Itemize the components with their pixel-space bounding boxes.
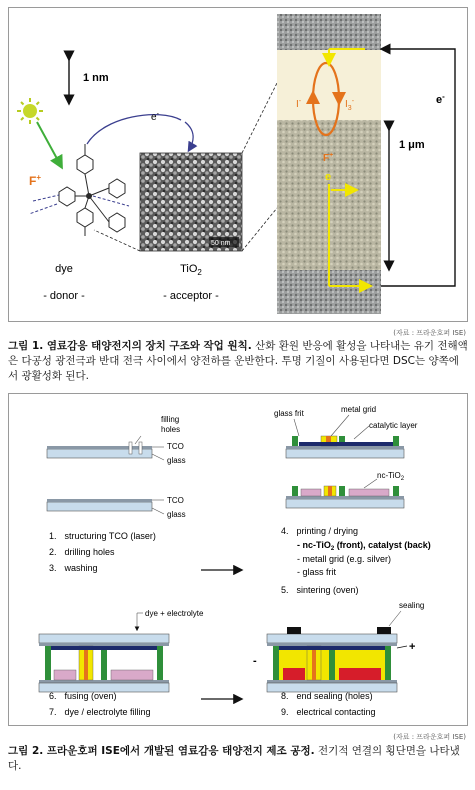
tio2-micrograph	[140, 153, 242, 251]
dye-label: dye	[55, 263, 73, 275]
filling-holes-label: filling	[161, 415, 180, 424]
svg-text:holes: holes	[161, 425, 181, 434]
cell-f-plus: F+	[323, 152, 334, 164]
dye-role-label: - donor -	[43, 290, 85, 302]
scale-1um-label: 1 μm	[399, 139, 425, 151]
figure-1-caption	[8, 339, 468, 384]
step-8: 8. end sealing (holes)	[281, 691, 373, 701]
figure-2-source: (자료 : 프라운호퍼 ISE)	[393, 733, 466, 741]
zoom-line-top	[242, 83, 277, 153]
zoom-line-bottom	[242, 208, 277, 251]
figure-1-source: (자료 : 프라운호퍼 ISE)	[393, 329, 466, 337]
step-7: 7. dye / electrolyte filling	[49, 707, 151, 717]
triiodide-label: $I_3^-$	[345, 98, 355, 112]
step-4-line-3: - glass frit	[297, 567, 337, 577]
process-panel-d	[253, 601, 424, 717]
dye-electrolyte-label: dye + electrolyte	[145, 609, 204, 618]
sun-icon	[17, 98, 43, 124]
process-panel-c	[39, 609, 204, 717]
micrograph-scale-label: 50 nm	[211, 240, 231, 247]
glass-label-2: glass	[167, 510, 186, 519]
tco-glass-top	[47, 449, 152, 458]
dye-molecule	[29, 144, 129, 236]
figure-2-caption-title: 그림 2. 프라운호퍼 ISE에서 개발된 염료감응 태양전지 제조 공정.	[8, 745, 315, 757]
process-panel-a	[47, 415, 186, 573]
figure-2-panel	[8, 393, 468, 726]
nc-tio2-label: nc-TiO$_2$	[377, 471, 405, 482]
zoom-line-left	[94, 230, 140, 251]
sealing-label: sealing	[399, 601, 425, 610]
tco-label-1: TCO	[167, 442, 184, 451]
step-4-line-1: - nc-TiO$_2$ (front), catalyst (back)	[297, 540, 431, 552]
counter-electrode-layer	[277, 14, 381, 50]
scale-bar-1nm	[69, 56, 109, 100]
figure-1-caption-body: 산화 환원 반응에 활성을 나타내는 유기 전해액은 다공성 광전극과 반대 전극 사이에서 양전하를 운반한다. 투명 기질이 사용된다면 DSC는 양쪽에서 광활성화 된다.	[8, 340, 468, 382]
cell-electron: e	[325, 171, 332, 183]
iodide-label: I-	[296, 98, 302, 110]
circuit-electron-label: e-	[436, 92, 445, 106]
positive-terminal: +	[409, 641, 416, 653]
tio2-role-label: - acceptor -	[163, 290, 219, 302]
process-panel-b	[274, 405, 431, 595]
tio2-label: TiO$_2$	[180, 263, 202, 277]
tco-glass-bottom	[47, 502, 152, 511]
negative-terminal: -	[253, 655, 257, 667]
figure-1-diagram	[9, 8, 467, 321]
step-2: 2. drilling holes	[49, 547, 115, 557]
glass-label-1: glass	[167, 456, 186, 465]
step-3: 3. washing	[49, 563, 98, 573]
step-9: 9. electrical contacting	[281, 707, 376, 717]
step-6: 6. fusing (oven)	[49, 691, 117, 701]
figure-2-caption-body: 전기적 연결의 횡단면을 나타냈다.	[8, 745, 460, 772]
step-4-line-2: - metall grid (e.g. silver)	[297, 554, 392, 564]
step-1: 1. structuring TCO (laser)	[49, 531, 156, 541]
metal-grid-label: metal grid	[341, 405, 377, 414]
dye-f-plus: F+	[29, 173, 42, 188]
figure-2-caption	[8, 744, 468, 774]
tco-label-2: TCO	[167, 496, 184, 505]
scale-1nm-label: 1 nm	[83, 72, 109, 84]
external-circuit	[381, 49, 455, 286]
glass-frit-label: glass frit	[274, 409, 304, 418]
transfer-electron-label: e-	[151, 111, 159, 123]
figure-2-diagram	[9, 394, 467, 725]
figure-1-caption-title: 그림 1. 염료감응 태양전지의 장치 구조와 작업 원칙.	[8, 340, 252, 352]
step-4: 4. printing / drying	[281, 526, 359, 536]
catalytic-layer-label: catalytic layer	[369, 421, 418, 430]
step-5: 5. sintering (oven)	[281, 585, 359, 595]
light-arrow	[37, 122, 61, 166]
scale-bar-1um	[389, 126, 425, 266]
figure-1-panel	[8, 7, 468, 322]
